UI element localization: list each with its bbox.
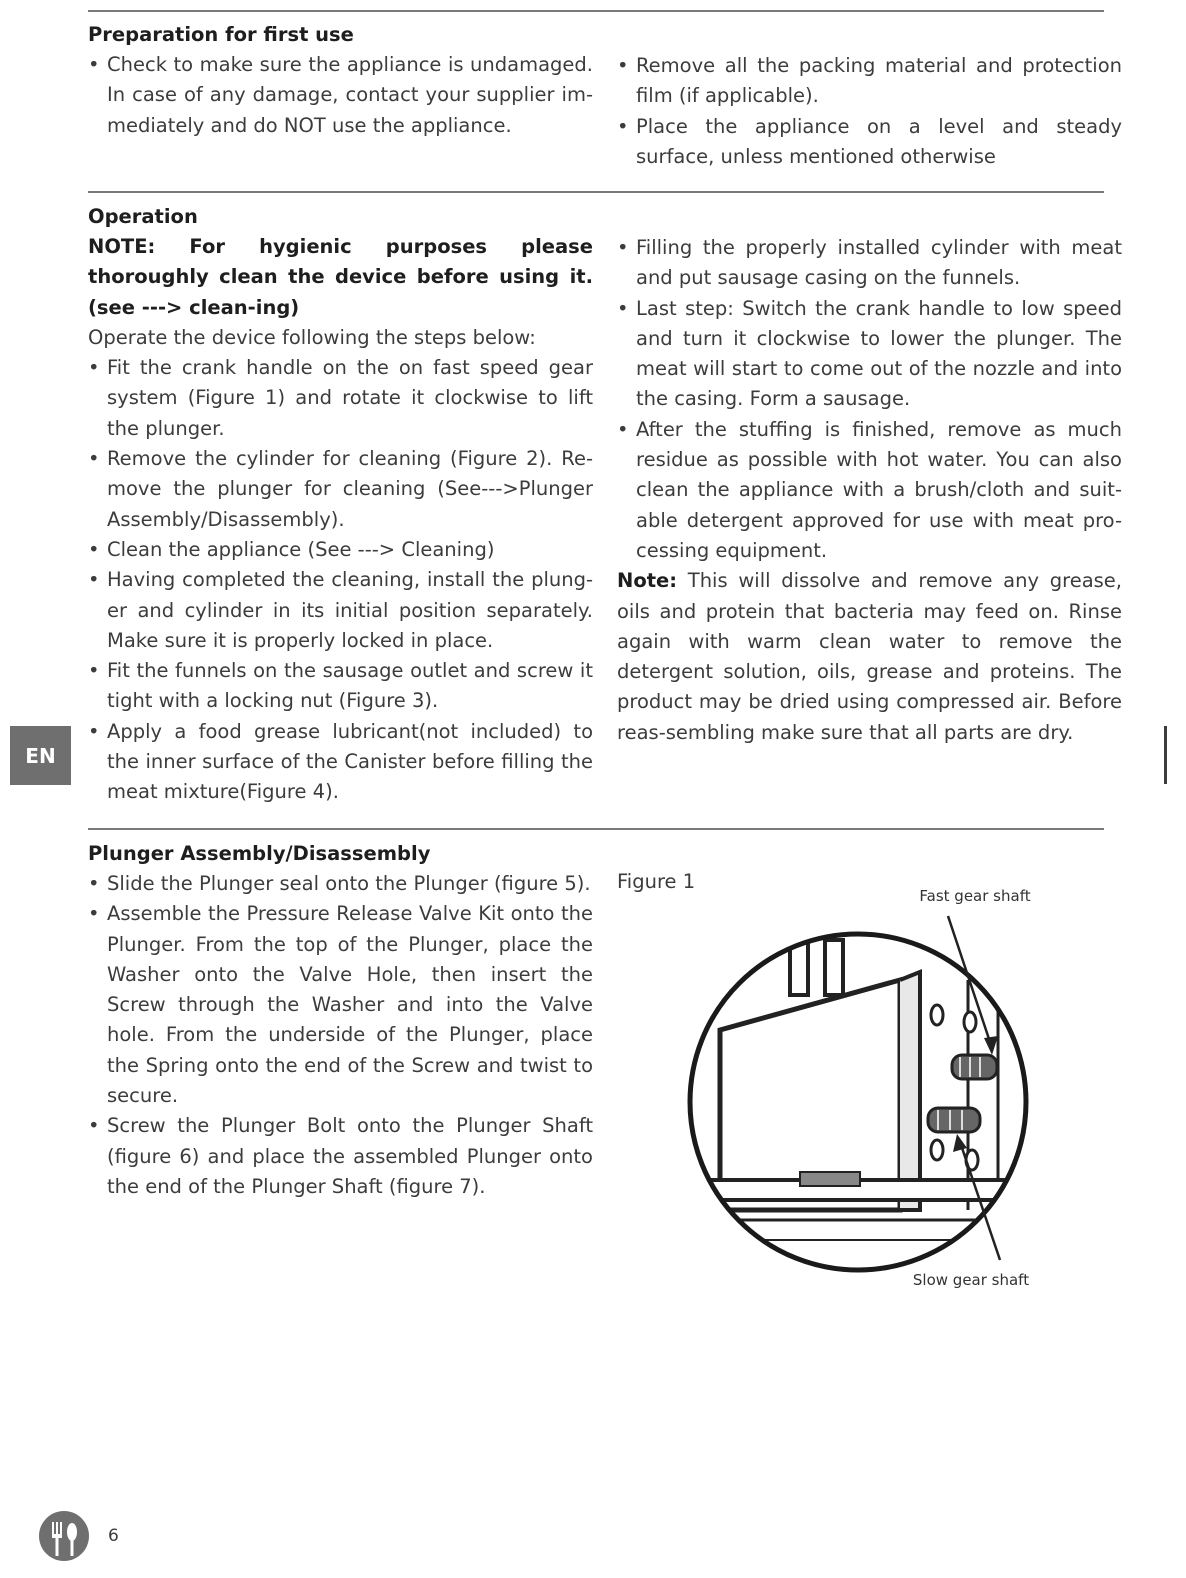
operation-right-list [617,233,1122,566]
language-tab: EN [10,726,71,785]
plunger-list [88,869,593,1202]
cleaning-note-label: Note: [617,569,678,593]
plunger-heading: Plunger Assembly/Disassembly [88,842,431,865]
figure-1-label: Figure 1 [617,870,696,893]
prep-left-column [88,20,593,141]
list-item: • Remove the cylinder for cleaning (Figure 2). Re-move the plunger for cleaning (See--->Plunger Assembly/Disassembly). [88,444,593,535]
list-item: • Remove all the packing material and protection film (if applicable). [617,51,1122,112]
list-item: • Having completed the cleaning, install the plung-er and cylinder in its initial position separately. Make sure it is properly locked in place. [88,565,593,656]
cutlery-logo-icon [38,1510,90,1562]
gearbox-drawing [680,880,1080,1300]
prep-right-column [617,51,1122,172]
operation-heading: Operation [88,205,198,228]
prep-left-list [88,50,593,141]
list-item: • Clean the appliance (See ---> Cleaning) [88,535,593,565]
list-item: • After the stuffing is finished, remove as much residue as possible with hot water. You can also clean the appliance with a brush/cloth and suit-able detergent approved for use with meat pro-cessing equipment. [617,415,1122,566]
hygiene-note: NOTE: For hygienic purposes please thoroughly clean the device before using it. (see ---> clean-ing) [88,235,593,319]
fast-gear-shaft-label: Fast gear shaft [919,887,1031,905]
cleaning-note-text: This will dissolve and remove any grease, oils and protein that bacteria may feed on. Rinse again with warm clean water to remove the detergent solution, oils, grease and proteins. The product may be dried using compressed air. Before reas-sembling make sure that all parts are dry. [617,569,1122,744]
divider-prep-operation [88,191,1104,193]
edge-mark [1164,726,1167,784]
prep-right-list [617,51,1122,172]
list-item: • Fit the crank handle on the on fast speed gear system (Figure 1) and rotate it clockwise to lift the plunger. [88,353,593,444]
prep-heading: Preparation for first use [88,23,354,46]
operation-left-list [88,353,593,807]
list-item: • Last step: Switch the crank handle to low speed and turn it clockwise to lower the plunger. The meat will start to come out of the nozzle and into the casing. Form a sausage. [617,294,1122,415]
list-item: • Assemble the Pressure Release Valve Kit onto the Plunger. From the top of the Plunger, place the Washer onto the Valve Hole, then insert the Screw through the Washer and into the Valve hole. From the underside of the Plunger, place the Spring onto the end of the Screw and twist to secure. [88,899,593,1111]
list-item: • Slide the Plunger seal onto the Plunger (figure 5). [88,869,593,899]
divider-operation-plunger [88,828,1104,830]
operation-left-column [88,202,593,808]
top-divider [88,10,1104,12]
operation-intro: Operate the device following the steps below: [88,325,536,349]
list-item: • Screw the Plunger Bolt onto the Plunger Shaft (figure 6) and place the assembled Plunger onto the end of the Plunger Shaft (figure 7). [88,1111,593,1202]
list-item: • Place the appliance on a level and steady surface, unless mentioned otherwise [617,112,1122,173]
list-item: • Check to make sure the appliance is undamaged. In case of any damage, contact your supplier im-mediately and do NOT use the appliance. [88,50,593,141]
cleaning-note [617,566,1122,748]
list-item: • Fit the funnels on the sausage outlet and screw it tight with a locking nut (Figure 3). [88,656,593,717]
page-number: 6 [108,1526,119,1546]
operation-right-column [617,233,1122,748]
figure-1-illustration [680,880,1080,1300]
slow-gear-shaft-label: Slow gear shaft [912,1271,1030,1289]
list-item: • Filling the properly installed cylinder with meat and put sausage casing on the funnels. [617,233,1122,294]
list-item: • Apply a food grease lubricant(not included) to the inner surface of the Canister before filling the meat mixture(Figure 4). [88,717,593,808]
plunger-column [88,839,593,1202]
